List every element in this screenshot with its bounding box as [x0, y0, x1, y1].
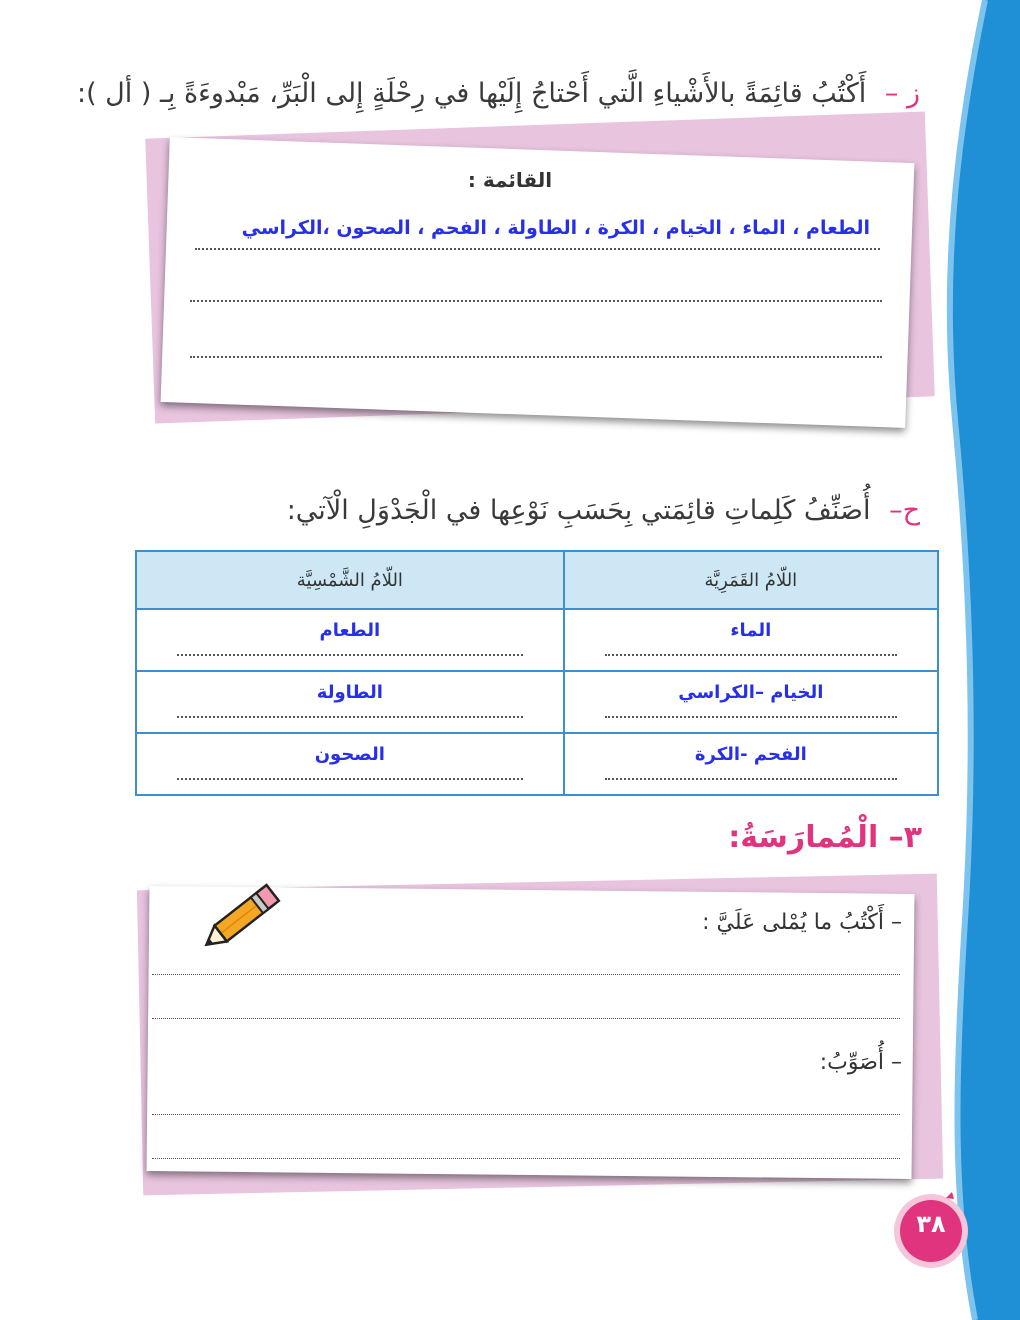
table-row — [136, 609, 938, 671]
section-h-instruction: أُصَنِّفُ كَلِماتِ قائِمَتي بِحَسَبِ نَوْعِها في الْجَدْوَلِ الْآتي: — [286, 495, 871, 526]
cell-answer: الخيام –الكراسي — [678, 682, 824, 703]
table-row — [136, 671, 938, 733]
dictation-line-1 — [152, 974, 900, 975]
section-h-heading — [287, 495, 920, 526]
correction-line-2 — [152, 1158, 900, 1159]
list-answer: الطعام ، الماء ، الخيام ، الكرة ، الطاولة ، الفحم ، الصحون ،الكراسي — [241, 217, 870, 239]
table-row — [136, 733, 938, 795]
cell-answer: الصحون — [314, 744, 385, 765]
list-line-2 — [190, 300, 882, 302]
table-cell — [564, 609, 938, 671]
table-cell — [564, 733, 938, 795]
practice-title: ٣– الْمُمارَسَةُ: — [728, 820, 922, 855]
page-number: ٣٨ — [916, 1210, 946, 1238]
section-z-label: ز – — [884, 78, 920, 109]
classification-table — [135, 550, 939, 796]
header-solar-lam: اللّامُ الشَّمْسِيَّة — [136, 551, 564, 609]
table-cell — [136, 671, 564, 733]
table-cell — [564, 671, 938, 733]
list-line-1 — [195, 248, 880, 250]
section-z-instruction: أَكْتُبُ قائِمَةً بالأَشْياءِ الَّتي أَحْتاجُ إِلَيْها في رِحْلَةٍ إِلى الْبَرِّ، مَبْدوءَةً بِـ ( أل ): — [76, 78, 867, 109]
cell-answer: الماء — [730, 620, 772, 641]
correction-line-1 — [152, 1114, 900, 1115]
list-title: القائمة : — [467, 168, 553, 192]
pencil-icon — [188, 880, 288, 960]
section-z-heading — [77, 78, 920, 109]
dictation-line-2 — [152, 1018, 900, 1019]
header-lunar-lam: اللّامُ القَمَرِيَّة — [564, 551, 938, 609]
correction-instruction: – أُصَوِّبُ: — [819, 1050, 902, 1075]
list-line-3 — [190, 356, 882, 358]
section-h-label: ح– — [889, 495, 920, 526]
dictation-instruction: – أَكْتُبُ ما يُمْلى عَلَيَّ : — [702, 910, 902, 935]
cell-answer: الطعام — [319, 620, 381, 641]
table-cell — [136, 733, 564, 795]
cell-answer: الفحم -الكرة — [694, 744, 807, 765]
cell-answer: الطاولة — [316, 682, 383, 703]
table-cell — [136, 609, 564, 671]
